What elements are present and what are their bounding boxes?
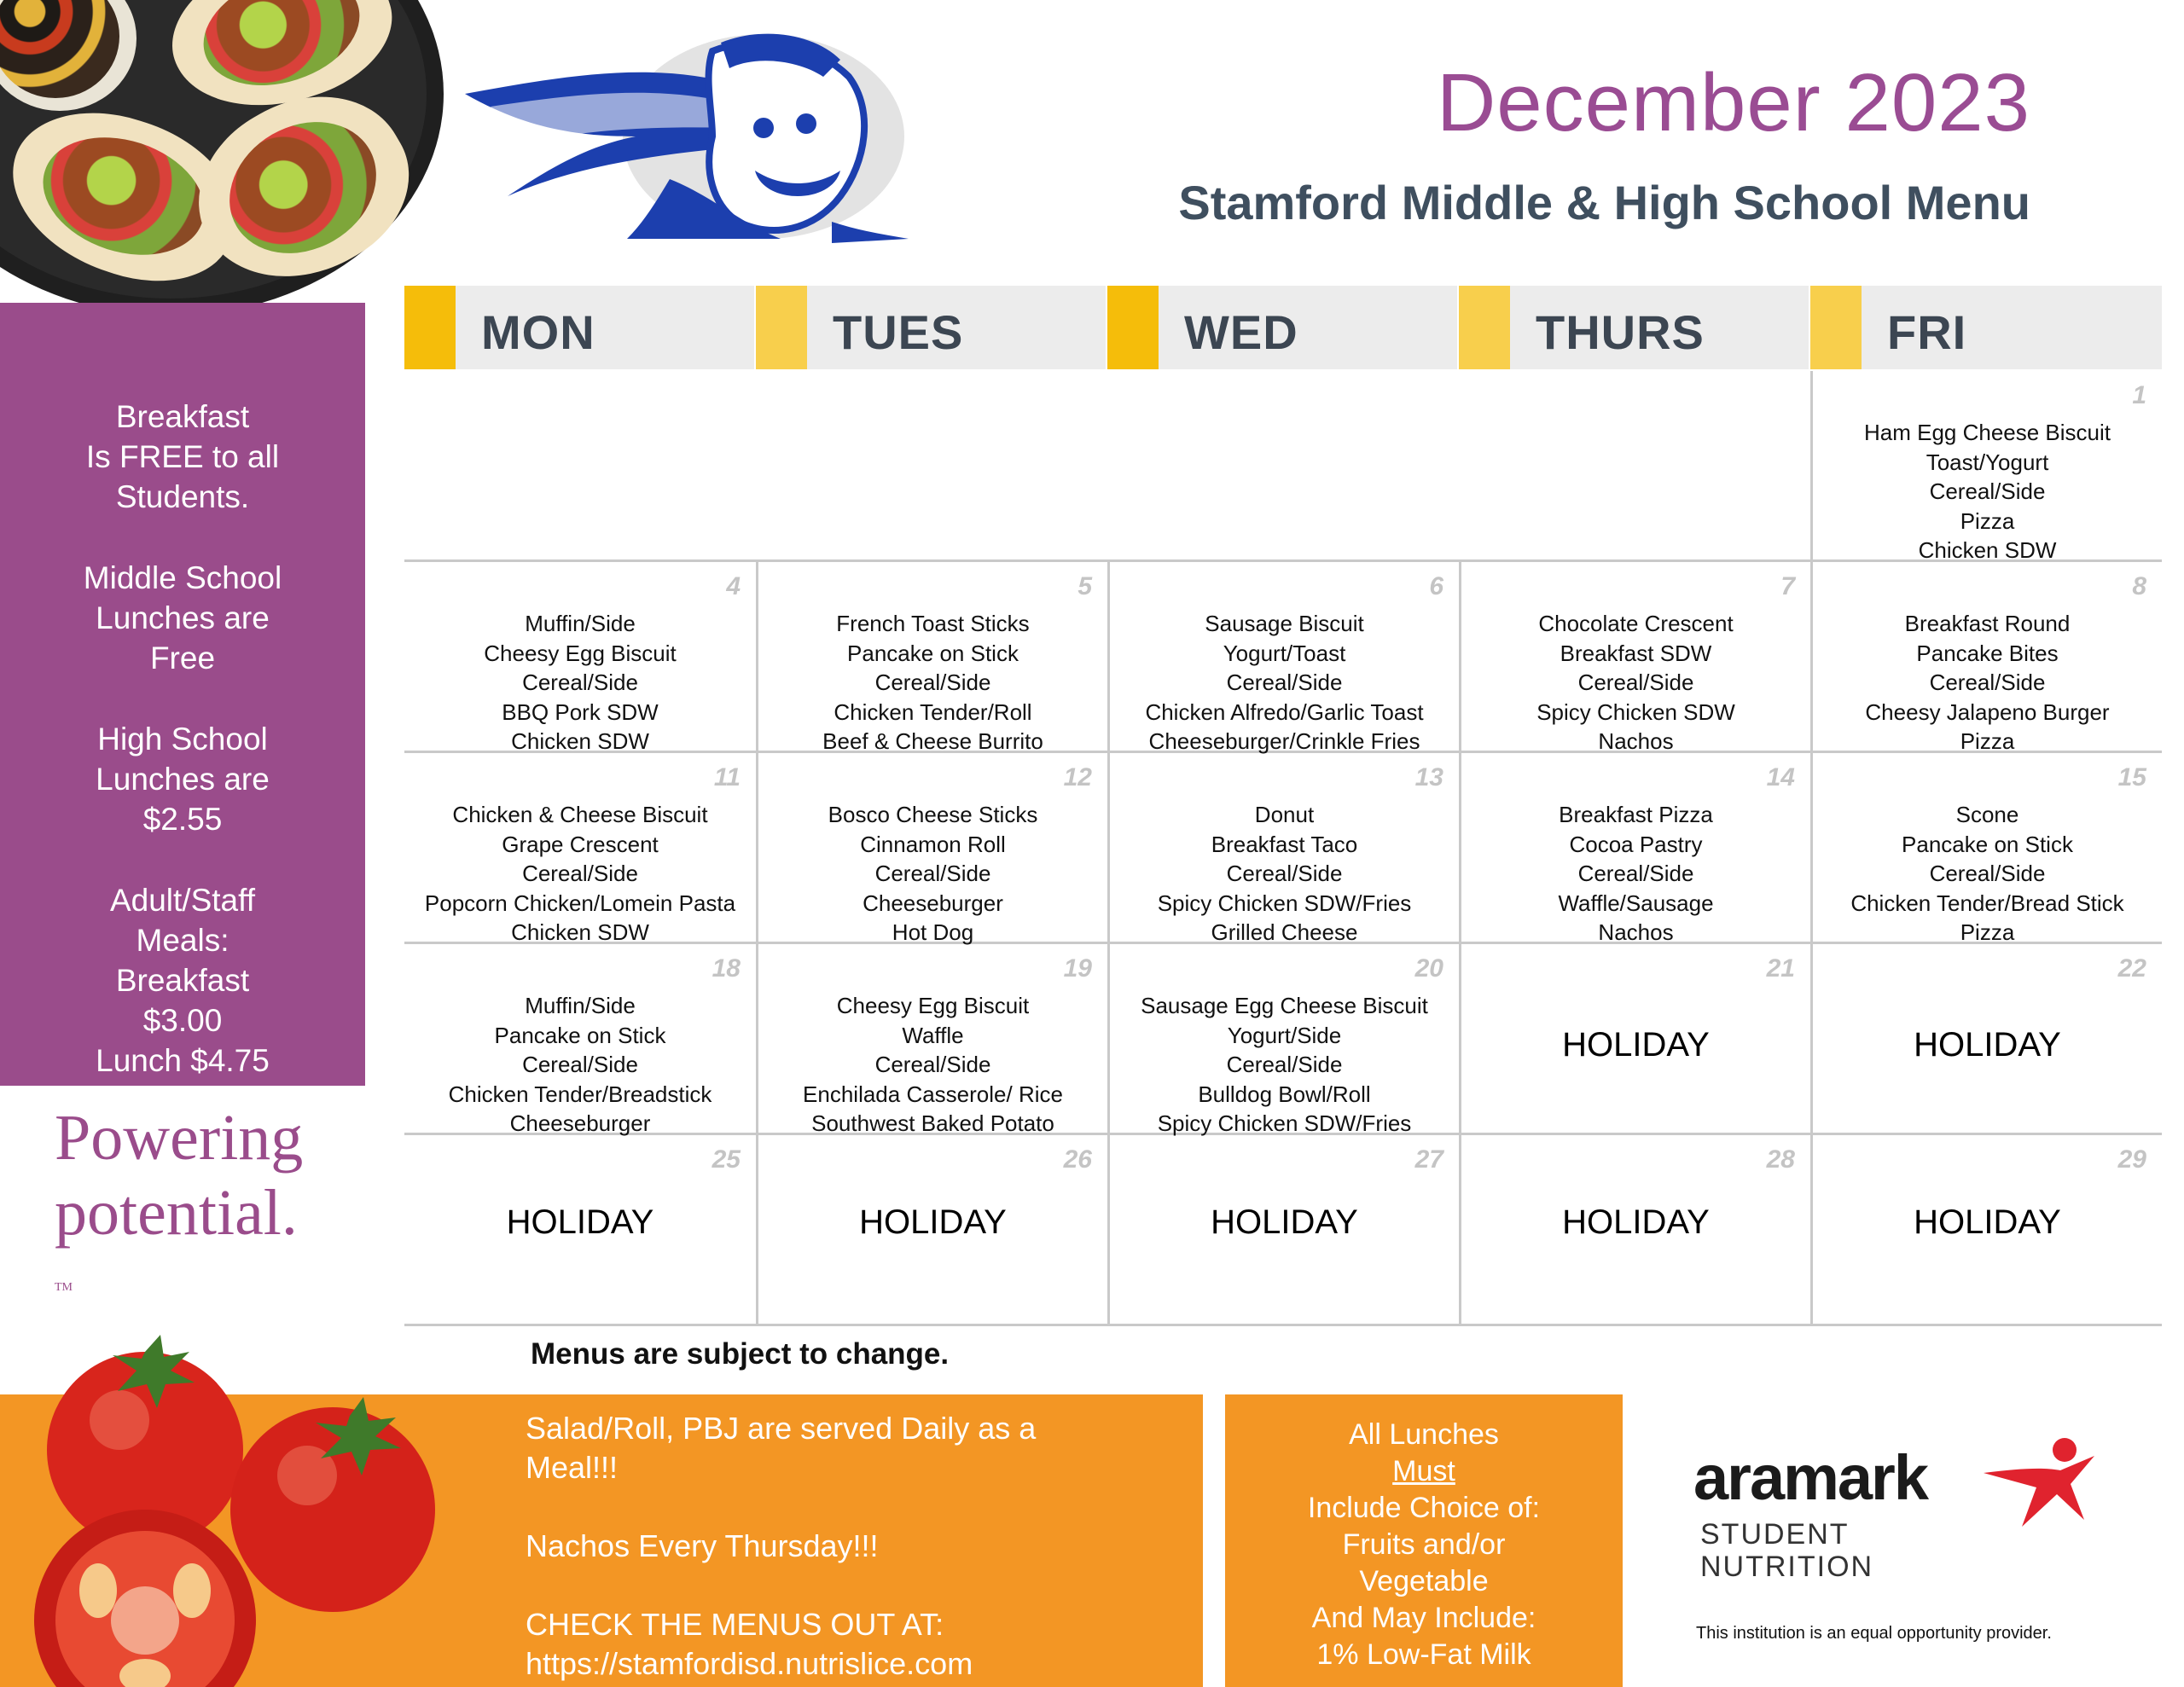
adult-staff-meals-note: Adult/Staff Meals: Breakfast $3.00 Lunch $4.75 [96, 883, 270, 1078]
calendar-day-cell [1810, 562, 2162, 753]
menu-item: Chocolate Crescent [1538, 611, 1734, 636]
holiday-label: HOLIDAY [1562, 1026, 1710, 1064]
calendar-day-cell [1810, 1135, 2162, 1326]
menu-item: Pancake on Stick [494, 1022, 666, 1048]
info-sidebar [0, 303, 365, 1086]
aramark-logo: aramark STUDENT NUTRITION [1693, 1424, 2103, 1595]
menu-item: Spicy Chicken SDW [1536, 699, 1735, 725]
menu-item: Cereal/Side [1577, 861, 1694, 886]
menu-item: Cheesy Egg Biscuit [836, 993, 1030, 1018]
menu-item: Breakfast Taco [1211, 831, 1358, 857]
menu-item: Chicken Tender/Breadstick [448, 1081, 712, 1107]
menu-item: Yogurt/Side [1227, 1022, 1342, 1048]
calendar-day-cell [1459, 944, 1810, 1135]
day-number: 21 [1766, 954, 1795, 983]
menu-item: Pizza [1960, 507, 2015, 534]
menu-item: Cereal/Side [1226, 861, 1343, 886]
menu-item: Cereal/Side [522, 670, 638, 695]
day-number: 7 [1780, 572, 1795, 600]
calendar-day-cell [1107, 562, 1459, 753]
daily-info-text: Salad/Roll, PBJ are served Daily as a Meal!!! Nachos Every Thursday!!! CHECK THE MENUS OUT AT: https://stamfordisd.nutrislice.com [526, 1409, 1191, 1684]
menu-item: Cinnamon Roll [860, 831, 1006, 857]
menu-item: Chicken SDW [511, 919, 649, 945]
menu-item: Muffin/Side [525, 611, 636, 636]
day-header-mon: MON [404, 286, 754, 369]
day-number: 19 [1063, 954, 1092, 983]
menu-item: Breakfast Round [1904, 611, 2071, 636]
day-header-thurs: THURS [1459, 286, 1809, 369]
calendar-day-cell [1810, 371, 2162, 562]
calendar-day-cell [1459, 753, 1810, 944]
calendar-day-cell [1459, 562, 1810, 753]
day-header-tues: TUES [756, 286, 1106, 369]
holiday-label: HOLIDAY [1914, 1203, 2061, 1241]
calendar-day-cell [756, 1135, 1107, 1326]
day-number: 28 [1766, 1145, 1795, 1174]
menu-item: Donut [1254, 802, 1315, 827]
month-title: December 2023 [1436, 57, 2030, 148]
powering-potential-tagline: Powering potential. TM [55, 1102, 304, 1294]
menu-item: Grilled Cheese [1211, 919, 1358, 945]
menu-item: Bulldog Bowl/Roll [1198, 1081, 1371, 1107]
menu-item: Bosco Cheese Sticks [828, 802, 1038, 827]
menu-item: Chicken Alfredo/Garlic Toast [1145, 699, 1424, 725]
calendar-day-cell [756, 562, 1107, 753]
menu-item: Cereal/Side [874, 861, 991, 886]
menu-item: Muffin/Side [525, 993, 636, 1018]
lunch-requirements-panel: All Lunches Must Include Choice of: Fruits and/or Vegetable And May Include: 1% Low-Fat Milk [1225, 1394, 1623, 1687]
menu-item: Cereal/Side [1929, 478, 2046, 504]
day-number: 6 [1429, 572, 1443, 600]
menu-item: Waffle/Sausage [1558, 890, 1714, 916]
aramark-star-icon [1975, 1435, 2103, 1528]
menu-item: Chicken Tender/Bread Stick [1850, 890, 2124, 916]
food-photo [0, 0, 444, 307]
menu-items [404, 991, 756, 1139]
breakfast-free-note: Breakfast Is FREE to all Students. [85, 399, 280, 514]
calendar-empty-cell [1459, 371, 1810, 562]
calendar-day-cell [756, 753, 1107, 944]
menu-item: Cereal/Side [874, 1052, 991, 1077]
day-number: 13 [1414, 763, 1443, 791]
menu-items [1110, 991, 1459, 1139]
calendar-day-cell [1810, 753, 2162, 944]
menu-item: Grape Crescent [502, 831, 659, 857]
day-number: 25 [712, 1145, 741, 1174]
calendar-empty-cell [756, 371, 1107, 562]
calendar-day-cell [404, 753, 756, 944]
menu-items [758, 991, 1107, 1139]
menu-calendar-grid [404, 371, 2162, 1326]
menu-item: Cheeseburger/Crinkle Fries [1148, 728, 1420, 754]
day-number: 1 [2132, 381, 2146, 409]
day-number: 18 [712, 954, 741, 983]
calendar-day-cell [1107, 753, 1459, 944]
menu-items [758, 800, 1107, 948]
menu-item: Southwest Baked Potato [811, 1110, 1054, 1136]
holiday-label: HOLIDAY [506, 1203, 654, 1241]
menus-subject-to-change-note: Menus are subject to change. [531, 1337, 950, 1371]
menu-item: Beef & Cheese Burrito [822, 728, 1043, 754]
menu-item: Yogurt/Toast [1223, 640, 1346, 666]
day-number: 26 [1063, 1145, 1092, 1174]
calendar-day-cell [404, 562, 756, 753]
menu-item: Sausage Egg Cheese Biscuit [1141, 993, 1428, 1018]
day-number: 22 [2117, 954, 2146, 983]
holiday-label: HOLIDAY [859, 1203, 1007, 1241]
menu-item: Cereal/Side [1577, 670, 1694, 695]
menu-item: Pancake on Stick [847, 640, 1019, 666]
menu-item: Scone [1955, 802, 2019, 827]
menu-items [1461, 800, 1810, 948]
day-number: 29 [2117, 1145, 2146, 1174]
menu-item: BBQ Pork SDW [502, 699, 659, 725]
menu-item: Chicken SDW [1918, 537, 2057, 563]
menu-item: Chicken Tender/Roll [834, 699, 1032, 725]
menu-item: Popcorn Chicken/Lomein Pasta [424, 890, 736, 916]
menu-item: Nachos [1598, 728, 1674, 754]
menu-item: Cocoa Pastry [1569, 831, 1703, 857]
middle-school-lunch-note: Middle School Lunches are Free [83, 560, 282, 675]
menu-item: Pancake on Stick [1902, 831, 2073, 857]
calendar-day-cell [1107, 944, 1459, 1135]
nutrislice-link[interactable]: https://stamfordisd.nutrislice.com [526, 1646, 973, 1681]
menu-item: Cereal/Side [1929, 861, 2046, 886]
menu-item: Breakfast SDW [1560, 640, 1712, 666]
day-number: 11 [713, 763, 741, 791]
menu-items [404, 609, 756, 757]
menu-item: Enchilada Casserole/ Rice [803, 1081, 1063, 1107]
day-number: 27 [1414, 1145, 1443, 1174]
day-number: 8 [2132, 572, 2146, 600]
calendar-empty-cell [404, 371, 756, 562]
menu-item: Cereal/Side [874, 670, 991, 695]
day-number: 4 [726, 572, 741, 600]
calendar-day-cell [1810, 944, 2162, 1135]
menu-item: Chicken & Cheese Biscuit [452, 802, 708, 827]
menu-item: Breakfast Pizza [1559, 802, 1713, 827]
holiday-label: HOLIDAY [1211, 1203, 1358, 1241]
menu-items [1461, 609, 1810, 757]
menu-item: Nachos [1598, 919, 1674, 945]
equal-opportunity-disclaimer: This institution is an equal opportunity provider. [1696, 1624, 2052, 1643]
menu-item: Spicy Chicken SDW/Fries [1157, 1110, 1412, 1136]
menu-items [1110, 609, 1459, 757]
menu-items [1813, 609, 2162, 757]
menu-item: Pizza [1960, 728, 2015, 754]
tomatoes-image [17, 1335, 461, 1687]
menu-item: Cereal/Side [1929, 670, 2046, 695]
menu-items [1110, 800, 1459, 948]
menu-item: Hot Dog [892, 919, 974, 945]
menu-item: Cheesy Jalapeno Burger [1865, 699, 2110, 725]
day-number: 20 [1414, 954, 1443, 983]
day-number: 15 [2117, 763, 2146, 791]
menu-item: Cheesy Egg Biscuit [484, 640, 677, 666]
calendar-empty-cell [1107, 371, 1459, 562]
menu-item: Chicken SDW [511, 728, 649, 754]
menu-item: Cereal/Side [522, 1052, 638, 1077]
day-number: 14 [1766, 763, 1795, 791]
menu-item: Cereal/Side [1226, 670, 1343, 695]
menu-item: Waffle [902, 1022, 964, 1048]
calendar-day-cell [756, 944, 1107, 1135]
calendar-day-cell [404, 944, 756, 1135]
day-number: 12 [1063, 763, 1092, 791]
menu-item: Ham Egg Cheese Biscuit [1863, 420, 2111, 445]
day-header-fri: FRI [1810, 286, 2162, 369]
menu-item: Cheeseburger [509, 1110, 651, 1136]
menu-item: Pizza [1960, 919, 2015, 945]
menu-item: Sausage Biscuit [1205, 611, 1364, 636]
school-title: Stamford Middle & High School Menu [1178, 176, 2030, 229]
menu-item: French Toast Sticks [836, 611, 1030, 636]
menu-items [1813, 418, 2162, 565]
menu-item: Cereal/Side [1226, 1052, 1343, 1077]
day-number: 5 [1077, 572, 1092, 600]
calendar-day-cell [404, 1135, 756, 1326]
menu-items [404, 800, 756, 948]
menu-item: Toast/Yogurt [1926, 449, 2049, 475]
calendar-day-cell [1107, 1135, 1459, 1326]
day-header-wed: WED [1107, 286, 1457, 369]
menu-items [1813, 800, 2162, 948]
menu-item: Spicy Chicken SDW/Fries [1157, 890, 1412, 916]
bulldog-logo [456, 26, 917, 256]
high-school-lunch-note: High School Lunches are $2.55 [96, 722, 270, 837]
calendar-day-cell [1459, 1135, 1810, 1326]
menu-item: Cereal/Side [522, 861, 638, 886]
menu-item: Pancake Bites [1916, 640, 2059, 666]
menu-item: Cheeseburger [863, 890, 1003, 916]
menu-items [758, 609, 1107, 757]
holiday-label: HOLIDAY [1562, 1203, 1710, 1241]
holiday-label: HOLIDAY [1914, 1026, 2061, 1064]
